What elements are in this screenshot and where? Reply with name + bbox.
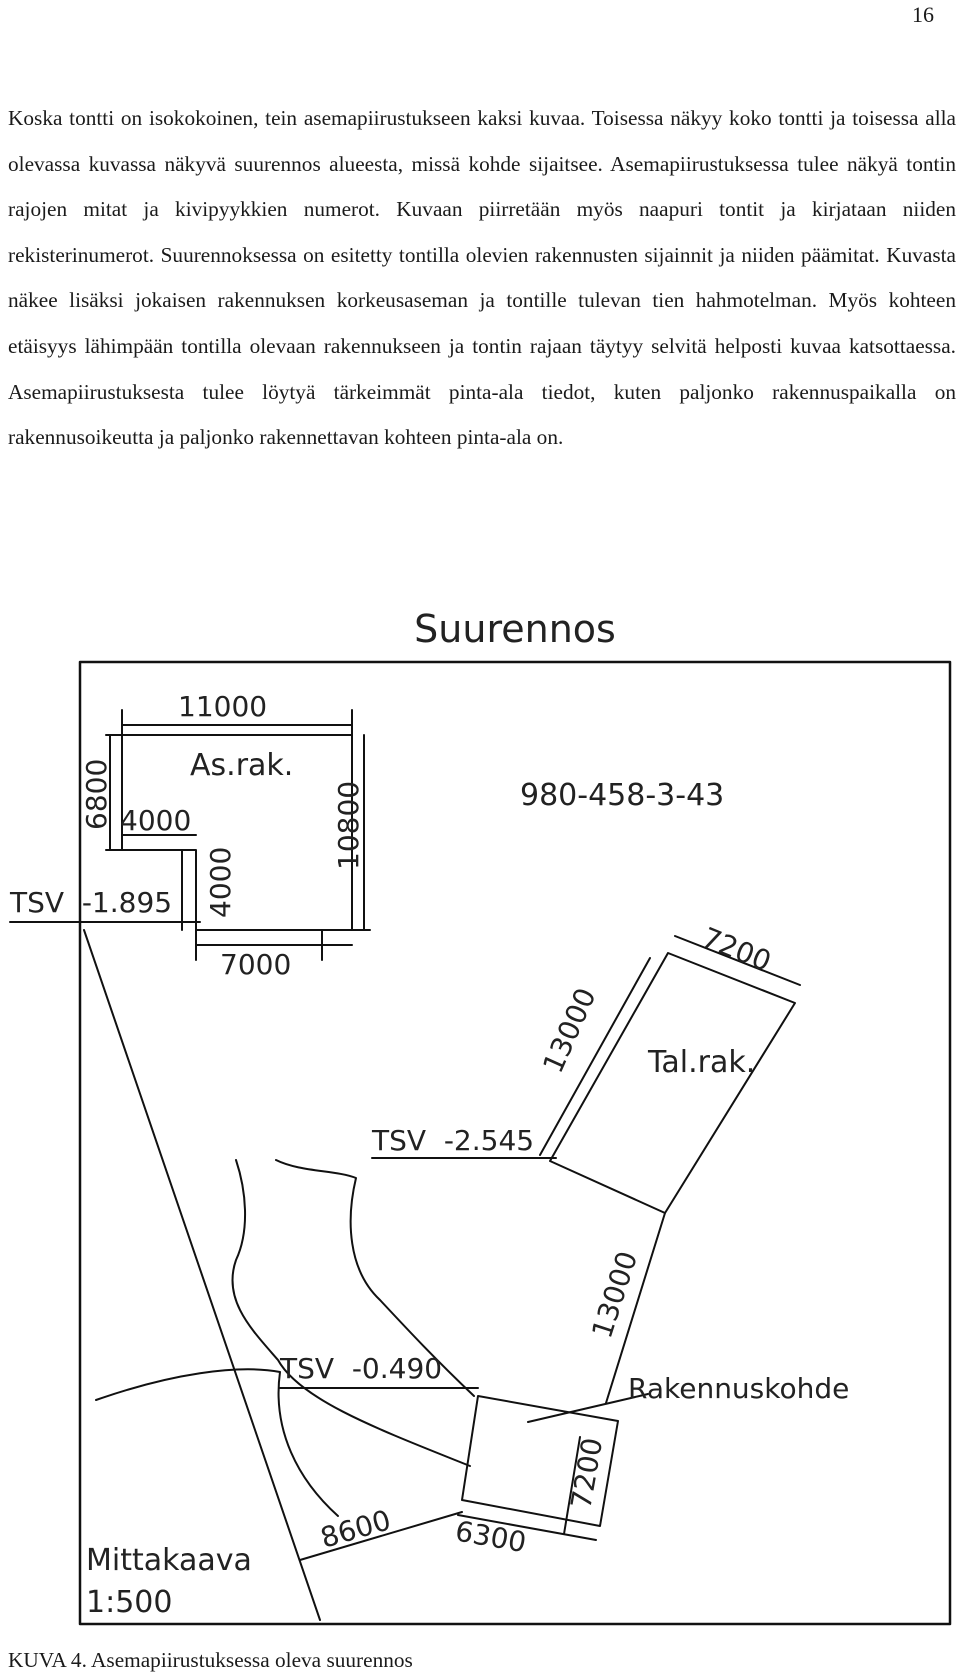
dim-main-width-bottom: 7000 [220, 948, 292, 981]
dim-distance-to-boundary: 8600 [316, 1503, 395, 1555]
dim-secondary-length: 13000 [536, 983, 603, 1078]
drawing-title: Suurennos [414, 607, 616, 651]
scale-value: 1:500 [86, 1585, 173, 1620]
dim-target-length: 6300 [452, 1514, 529, 1560]
plot-number: 980-458-3-43 [520, 778, 725, 813]
secondary-building-label: Tal.rak. [648, 1045, 756, 1080]
scale-label: Mittakaava [86, 1543, 252, 1578]
target-building-label: Rakennuskohde [628, 1372, 850, 1405]
figure-caption: KUVA 4. Asemapiirustuksessa oleva suurennos [8, 1648, 413, 1672]
main-elevation: TSV -1.895 [10, 886, 173, 919]
main-building-label: As.rak. [190, 748, 294, 783]
dim-main-height-right: 10800 [332, 780, 365, 870]
secondary-elevation: TSV -2.545 [372, 1124, 535, 1157]
body-paragraph: Koska tontti on isokokoinen, tein asemapiirustukseen kaksi kuvaa. Toisessa näkyy koko tontti ja toisessa alla olevassa kuvassa näkyvä suurennos alueesta, missä kohde sijaitsee. Asemapiirustuksessa tulee näkyä tontin rajojen mitat ja kivipyykkien numerot. Kuvaan piirretään myös naapuri tontit ja kirjataan niiden rekisterinumerot. Suurennoksessa on esitetty tontilla olevien rakennusten sijainnit ja niiden päämitat. Kuvasta näkee lisäksi jokaisen rakennuksen korkeusaseman ja tontille tulevan tien hahmotelman. Myös kohteen etäisyys lähimpään tontilla olevaan rakennukseen ja tontin rajaan täytyy selvitä helposti kuvaa katsottaessa. Asemapiirustuksesta tulee löytyä tärkeimmät pinta-ala tiedot, kuten paljonko rakennuspaikalla on rakennusoikeutta ja paljonko rakennettavan kohteen pinta-ala on. [8, 106, 956, 450]
dim-distance-to-secondary: 13000 [585, 1247, 645, 1343]
dim-target-width: 7200 [564, 1435, 610, 1512]
dim-main-height-left: 6800 [80, 758, 113, 830]
dim-secondary-width: 7200 [697, 920, 776, 979]
dim-main-width-top: 11000 [178, 690, 268, 723]
site-plan-drawing [0, 592, 960, 1642]
target-elevation: TSV -0.490 [280, 1352, 443, 1385]
page-number: 16 [912, 2, 934, 27]
dim-main-step-width: 4000 [120, 804, 192, 837]
property-boundary-line [84, 930, 320, 1620]
dim-main-step-height: 4000 [204, 846, 237, 918]
